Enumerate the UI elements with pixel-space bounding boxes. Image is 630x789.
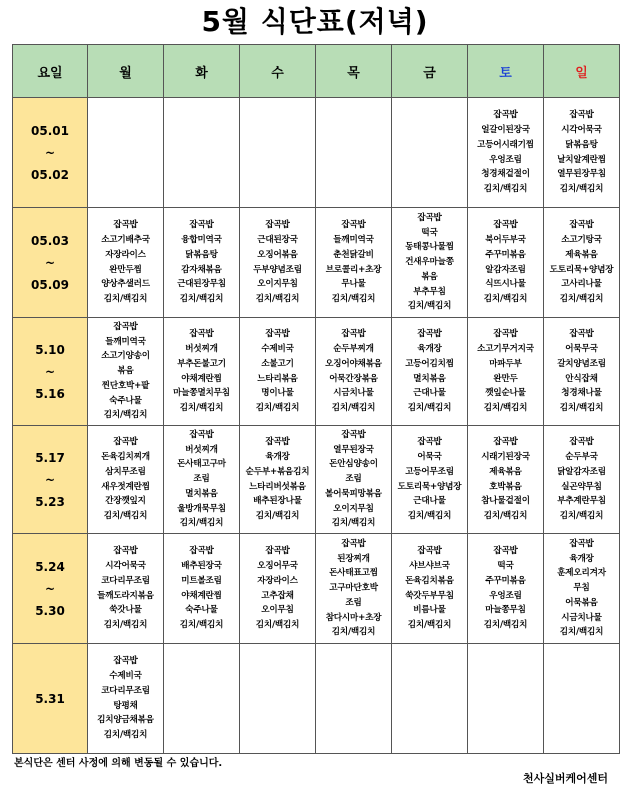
menu-cell xyxy=(88,534,164,644)
menu-item: 오징어볶음 xyxy=(257,249,298,260)
menu-cell xyxy=(88,426,164,534)
menu-item: 삼치무조림 xyxy=(105,466,146,477)
menu-item: 소고기배추국 xyxy=(101,234,150,245)
date-date-start: 5.31 xyxy=(35,691,65,706)
menu-item: 감자채볶음 xyxy=(181,264,222,275)
menu-item: 잡곡밥 xyxy=(493,437,518,448)
menu-cell xyxy=(164,644,240,754)
menu-item: 고사리나물 xyxy=(561,279,602,290)
menu-item: 김치/백김치 xyxy=(407,403,452,414)
menu-item: 볼어묵피망볶음 xyxy=(325,488,382,499)
menu-item: 무나물 xyxy=(341,279,366,290)
menu-item: 멸치볶음 xyxy=(413,373,446,384)
date-date-start: 05.01 xyxy=(31,123,69,138)
menu-item: 닭볶음탕 xyxy=(565,139,598,150)
menu-item: 얼갈이된장국 xyxy=(481,124,530,135)
menu-item: 잡곡밥 xyxy=(265,220,290,231)
date-date-start: 5.24 xyxy=(35,559,65,574)
menu-cell xyxy=(88,644,164,754)
menu-item: 조림 xyxy=(345,597,362,608)
week-date-range xyxy=(13,644,88,754)
menu-cell xyxy=(316,534,392,644)
menu-item: 느타리버섯볶음 xyxy=(249,481,306,492)
menu-item: 잡곡밥 xyxy=(417,437,442,448)
week-date-range xyxy=(13,98,88,208)
date-tilde: ~ xyxy=(44,581,56,596)
menu-item: 잡곡밥 xyxy=(341,538,366,549)
menu-item: 우엉조림 xyxy=(489,154,522,165)
menu-item: 김치/백김치 xyxy=(103,410,148,421)
menu-item: 고구마단호박 xyxy=(329,583,378,594)
menu-item: 도토리묵+양념장 xyxy=(397,481,462,492)
menu-cell xyxy=(240,98,316,208)
menu-item: 시금치나물 xyxy=(561,612,602,623)
menu-item: 야채계란찜 xyxy=(181,373,222,384)
menu-item: 느타리볶음 xyxy=(257,373,298,384)
menu-item: 김치/백김치 xyxy=(255,403,300,414)
menu-item: 갈치양념조림 xyxy=(557,358,606,369)
menu-item: 조림 xyxy=(345,474,362,485)
menu-item: 김치/백김치 xyxy=(255,511,300,522)
menu-item: 잡곡밥 xyxy=(265,329,290,340)
menu-item: 부추계란무침 xyxy=(557,496,606,507)
menu-item: 잡곡밥 xyxy=(189,546,214,557)
menu-item: 춘천닭갈비 xyxy=(333,249,374,260)
header-sun: 일 xyxy=(544,45,620,98)
header-tue: 화 xyxy=(164,45,240,98)
menu-item: 열무된장국 xyxy=(333,444,374,455)
menu-cell xyxy=(88,318,164,426)
menu-item: 코다리무조림 xyxy=(101,575,150,586)
date-tilde: ~ xyxy=(44,364,56,379)
menu-item: 볶음 xyxy=(117,366,134,377)
menu-item: 김치/백김치 xyxy=(559,627,604,638)
menu-item: 잡곡밥 xyxy=(265,437,290,448)
menu-item: 코다리무조림 xyxy=(101,685,150,696)
menu-item: 제육볶음 xyxy=(489,466,522,477)
menu-item: 참다시마+초장 xyxy=(325,612,382,623)
menu-item: 김치/백김치 xyxy=(255,620,300,631)
menu-cell xyxy=(468,208,544,318)
menu-cell xyxy=(316,208,392,318)
menu-item: 잡곡밥 xyxy=(569,220,594,231)
week-row xyxy=(13,208,620,318)
menu-item: 호박볶음 xyxy=(489,481,522,492)
menu-item: 브로콜리+초장 xyxy=(325,264,382,275)
menu-item: 김치/백김치 xyxy=(179,403,224,414)
menu-item: 완만두 xyxy=(493,373,518,384)
menu-item: 소고기양송이 xyxy=(101,351,150,362)
menu-item: 수제비국 xyxy=(261,343,294,354)
menu-item: 우엉조림 xyxy=(489,590,522,601)
menu-item: 오이무침 xyxy=(261,605,294,616)
menu-item: 수제비국 xyxy=(109,670,142,681)
menu-item: 쑥갓나물 xyxy=(109,605,142,616)
menu-item: 샤브샤브국 xyxy=(409,560,450,571)
menu-item: 김치/백김치 xyxy=(483,620,528,631)
menu-cell xyxy=(544,318,620,426)
menu-item: 시금치나물 xyxy=(333,388,374,399)
menu-item: 김치/백김치 xyxy=(331,294,376,305)
menu-item: 닭알감자조림 xyxy=(557,466,606,477)
menu-item: 들깨미역국 xyxy=(105,336,146,347)
menu-cell xyxy=(164,318,240,426)
menu-item: 잡곡밥 xyxy=(493,546,518,557)
menu-item: 김치/백김치 xyxy=(331,518,376,529)
menu-table xyxy=(12,44,620,754)
menu-item: 오징어무국 xyxy=(257,560,298,571)
menu-item: 야채계란찜 xyxy=(181,590,222,601)
menu-item: 돈안심양송이 xyxy=(329,459,378,470)
menu-item: 잡곡밥 xyxy=(341,220,366,231)
menu-item: 잡곡밥 xyxy=(569,538,594,549)
menu-cell xyxy=(392,318,468,426)
menu-item: 잡곡밥 xyxy=(113,321,138,332)
week-date-range xyxy=(13,534,88,644)
menu-cell xyxy=(544,534,620,644)
date-date-end: 05.09 xyxy=(31,277,69,292)
date-date-end: 5.23 xyxy=(35,494,65,509)
menu-item: 고등어시래기찜 xyxy=(477,139,534,150)
menu-item: 알감자조림 xyxy=(485,264,526,275)
menu-item: 김치/백김치 xyxy=(179,518,224,529)
header-sat: 토 xyxy=(468,45,544,98)
week-date-range xyxy=(13,426,88,534)
date-date-end: 5.16 xyxy=(35,386,65,401)
footer-note: 본식단은 센터 사정에 의해 변동될 수 있습니다. xyxy=(14,758,223,769)
menu-item: 날치알계란찜 xyxy=(557,154,606,165)
menu-item: 비름나물 xyxy=(413,605,446,616)
menu-item: 마늘쫑무침 xyxy=(485,605,526,616)
week-date-range xyxy=(13,208,88,318)
menu-item: 돈육김치볶음 xyxy=(405,575,454,586)
menu-item: 김치/백김치 xyxy=(407,301,452,312)
menu-item: 어묵무국 xyxy=(565,343,598,354)
date-tilde: ~ xyxy=(44,255,56,270)
menu-item: 육개장 xyxy=(265,451,290,462)
menu-item: 멸치볶음 xyxy=(185,488,218,499)
menu-item: 근대된장무침 xyxy=(177,279,226,290)
header-wed: 수 xyxy=(240,45,316,98)
menu-item: 김치/백김치 xyxy=(483,511,528,522)
menu-cell xyxy=(240,644,316,754)
menu-item: 육개장 xyxy=(569,553,594,564)
menu-item: 조림 xyxy=(193,474,210,485)
menu-item: 돈사태표고찜 xyxy=(329,568,378,579)
menu-cell xyxy=(316,644,392,754)
menu-item: 쑥갓두부무침 xyxy=(405,590,454,601)
menu-item: 잡곡밥 xyxy=(113,220,138,231)
menu-item: 근대나물 xyxy=(413,496,446,507)
menu-item: 청경채나물 xyxy=(561,388,602,399)
menu-item: 주꾸미볶음 xyxy=(485,575,526,586)
menu-item: 어묵간장볶음 xyxy=(329,373,378,384)
menu-item: 부추돈불고기 xyxy=(177,358,226,369)
menu-item: 양상추샐러드 xyxy=(101,279,150,290)
menu-cell xyxy=(544,98,620,208)
menu-cell xyxy=(468,426,544,534)
header-day-label: 요일 xyxy=(13,45,88,98)
menu-item: 김치/백김치 xyxy=(331,403,376,414)
menu-cell xyxy=(544,644,620,754)
menu-item: 마파두부 xyxy=(489,358,522,369)
menu-item: 잡곡밥 xyxy=(341,429,366,440)
menu-item: 잡곡밥 xyxy=(113,656,138,667)
menu-item: 김치/백김치 xyxy=(103,730,148,741)
menu-item: 어묵국 xyxy=(417,451,442,462)
menu-cell xyxy=(164,98,240,208)
menu-item: 잡곡밥 xyxy=(569,437,594,448)
menu-item: 훈제오리겨자 xyxy=(557,568,606,579)
menu-cell xyxy=(164,534,240,644)
menu-item: 김치/백김치 xyxy=(331,627,376,638)
menu-item: 명이나물 xyxy=(261,388,294,399)
menu-item: 식뜨시나물 xyxy=(485,279,526,290)
menu-cell xyxy=(316,98,392,208)
menu-item: 돈사태고구마 xyxy=(177,459,226,470)
menu-item: 김치/백김치 xyxy=(103,294,148,305)
menu-item: 떡국 xyxy=(497,560,514,571)
menu-cell xyxy=(88,98,164,208)
menu-item: 잡곡밥 xyxy=(341,329,366,340)
menu-cell xyxy=(544,208,620,318)
menu-item: 주꾸미볶음 xyxy=(485,249,526,260)
page-title: 5월 식단표(저녁) xyxy=(201,5,429,38)
menu-item: 들깨도라지볶음 xyxy=(97,590,154,601)
week-row xyxy=(13,426,620,534)
menu-item: 김치/백김치 xyxy=(103,620,148,631)
menu-item: 잡곡밥 xyxy=(189,220,214,231)
menu-item: 고추잡채 xyxy=(261,590,294,601)
menu-item: 잡곡밥 xyxy=(569,329,594,340)
menu-item: 소고기무거지국 xyxy=(477,343,534,354)
menu-item: 잡곡밥 xyxy=(417,212,442,223)
menu-item: 들깨미역국 xyxy=(333,234,374,245)
menu-item: 안식잡채 xyxy=(565,373,598,384)
menu-cell xyxy=(240,318,316,426)
menu-item: 숙주나물 xyxy=(109,395,142,406)
menu-item: 김치/백김치 xyxy=(407,511,452,522)
menu-item: 도토리묵+양념장 xyxy=(549,264,614,275)
week-row xyxy=(13,98,620,208)
menu-item: 소고기탕국 xyxy=(561,234,602,245)
date-date-start: 5.10 xyxy=(35,342,65,357)
week-row xyxy=(13,644,620,754)
center-name: 천사실버케어센터 xyxy=(522,772,608,785)
menu-item: 오이지무침 xyxy=(333,503,374,514)
menu-item: 떡국 xyxy=(421,227,438,238)
menu-cell xyxy=(468,534,544,644)
menu-item: 울방개묵무침 xyxy=(177,503,226,514)
menu-cell xyxy=(316,426,392,534)
menu-item: 완만두찜 xyxy=(109,264,142,275)
menu-item: 고등어무조림 xyxy=(405,466,454,477)
menu-item: 김치/백김치 xyxy=(559,184,604,195)
menu-item: 시각어묵국 xyxy=(105,560,146,571)
menu-item: 배추된장나물 xyxy=(253,496,302,507)
date-date-end: 05.02 xyxy=(31,167,69,182)
menu-item: 참나물겉절이 xyxy=(481,496,530,507)
menu-cell xyxy=(88,208,164,318)
week-row xyxy=(13,534,620,644)
menu-item: 김치/백김치 xyxy=(483,294,528,305)
menu-cell xyxy=(392,208,468,318)
menu-item: 김치/백김치 xyxy=(559,403,604,414)
menu-item: 시래기된장국 xyxy=(481,451,530,462)
menu-item: 찐단호박+팥 xyxy=(101,380,150,391)
menu-item: 동태콩나물찜 xyxy=(405,242,454,253)
menu-item: 근대나물 xyxy=(413,388,446,399)
menu-item: 오징어야채볶음 xyxy=(325,358,382,369)
menu-item: 순두부찌개 xyxy=(333,343,374,354)
menu-cell xyxy=(468,98,544,208)
menu-item: 건새우마늘쫑 xyxy=(405,257,454,268)
menu-item: 열무된장무침 xyxy=(557,169,606,180)
menu-item: 잡곡밥 xyxy=(569,110,594,121)
menu-cell xyxy=(240,208,316,318)
menu-item: 돈육김치찌개 xyxy=(101,451,150,462)
menu-cell xyxy=(392,98,468,208)
menu-cell xyxy=(544,426,620,534)
header-row xyxy=(13,45,620,98)
week-row xyxy=(13,318,620,426)
menu-item: 새우젓계란찜 xyxy=(101,481,150,492)
menu-item: 제육볶음 xyxy=(565,249,598,260)
date-tilde: ~ xyxy=(44,472,56,487)
menu-cell xyxy=(164,426,240,534)
menu-item: 미트볼조림 xyxy=(181,575,222,586)
date-date-start: 5.17 xyxy=(35,450,65,465)
menu-item: 청경채겉절이 xyxy=(481,169,530,180)
date-tilde: ~ xyxy=(44,145,56,160)
menu-item: 자장라이스 xyxy=(257,575,298,586)
week-date-range xyxy=(13,318,88,426)
menu-item: 김치/백김치 xyxy=(483,403,528,414)
menu-item: 김치/백김치 xyxy=(407,620,452,631)
date-date-start: 05.03 xyxy=(31,233,69,248)
menu-item: 잡곡밥 xyxy=(189,429,214,440)
menu-cell xyxy=(468,318,544,426)
menu-item: 잡곡밥 xyxy=(493,220,518,231)
menu-item: 북어두부국 xyxy=(485,234,526,245)
menu-cell xyxy=(468,644,544,754)
header-fri: 금 xyxy=(392,45,468,98)
menu-item: 무침 xyxy=(573,583,590,594)
menu-cell xyxy=(316,318,392,426)
menu-cell xyxy=(240,426,316,534)
menu-item: 김치/백김치 xyxy=(179,294,224,305)
menu-cell xyxy=(240,534,316,644)
menu-cell xyxy=(392,534,468,644)
menu-item: 잡곡밥 xyxy=(113,546,138,557)
menu-item: 시각어묵국 xyxy=(561,124,602,135)
menu-item: 근대된장국 xyxy=(257,234,298,245)
menu-item: 순두부+볶음김치 xyxy=(245,466,310,477)
header-mon: 월 xyxy=(88,45,164,98)
menu-item: 김치/백김치 xyxy=(103,511,148,522)
menu-item: 김치/백김치 xyxy=(179,620,224,631)
menu-item: 닭볶음탕 xyxy=(185,249,218,260)
menu-item: 김치/백김치 xyxy=(483,184,528,195)
menu-item: 어묵볶음 xyxy=(565,597,598,608)
menu-item: 순두부국 xyxy=(565,451,598,462)
menu-item: 된장찌개 xyxy=(337,553,370,564)
menu-item: 잡곡밥 xyxy=(493,110,518,121)
menu-item: 육개장 xyxy=(417,343,442,354)
menu-item: 김치/백김치 xyxy=(559,511,604,522)
menu-cell xyxy=(164,208,240,318)
menu-item: 소불고기 xyxy=(261,358,294,369)
menu-item: 고등어김치찜 xyxy=(405,358,454,369)
menu-item: 김치/백김치 xyxy=(255,294,300,305)
menu-item: 간장깻잎지 xyxy=(105,496,146,507)
menu-item: 탕평채 xyxy=(113,700,138,711)
menu-item: 잡곡밥 xyxy=(493,329,518,340)
menu-item: 실곤약무침 xyxy=(561,481,602,492)
menu-item: 잡곡밥 xyxy=(113,437,138,448)
menu-item: 두부양념조림 xyxy=(253,264,302,275)
menu-body xyxy=(13,98,620,754)
date-date-end: 5.30 xyxy=(35,603,65,618)
menu-item: 김치양금채볶음 xyxy=(97,715,154,726)
menu-item: 융합미역국 xyxy=(181,234,222,245)
menu-item: 김치/백김치 xyxy=(559,294,604,305)
menu-item: 잡곡밥 xyxy=(417,329,442,340)
menu-item: 깻잎순나물 xyxy=(485,388,526,399)
menu-item: 자장라이스 xyxy=(105,249,146,260)
menu-cell xyxy=(392,426,468,534)
menu-item: 볶음 xyxy=(421,271,438,282)
menu-item: 부추무침 xyxy=(413,286,446,297)
menu-item: 버섯찌개 xyxy=(185,343,218,354)
menu-item: 버섯찌개 xyxy=(185,444,218,455)
menu-item: 오이지무침 xyxy=(257,279,298,290)
menu-item: 마늘쫑멸치무침 xyxy=(173,388,230,399)
menu-item: 숙주나물 xyxy=(185,605,218,616)
header-thu: 목 xyxy=(316,45,392,98)
menu-item: 잡곡밥 xyxy=(265,546,290,557)
menu-item: 배추된장국 xyxy=(181,560,222,571)
menu-cell xyxy=(392,644,468,754)
menu-item: 잡곡밥 xyxy=(189,329,214,340)
menu-item: 잡곡밥 xyxy=(417,546,442,557)
